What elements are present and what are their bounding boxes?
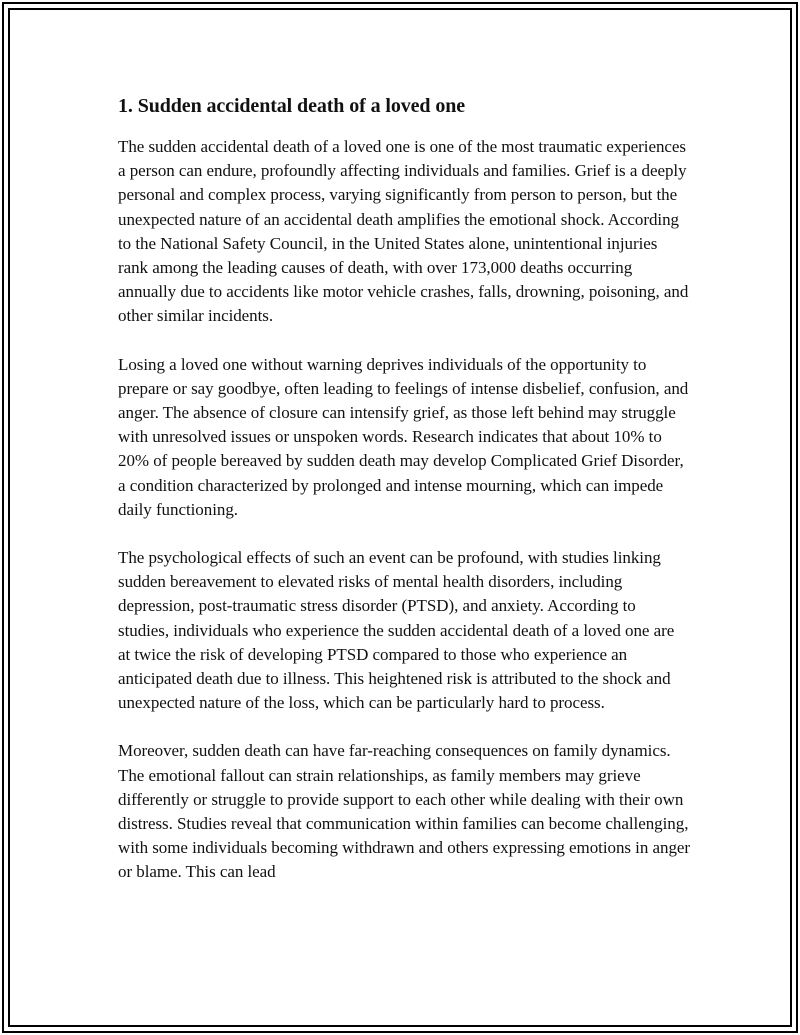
- paragraph-2: Losing a loved one without warning deprives individuals of the opportunity to prepare or say goodbye, often leading to feelings of intense disbelief, confusion, and anger. The absence of closure can intensify grief, as those left behind may struggle with unresolved issues or unspoken words. Research indicates that about 10% to 20% of people bereaved by sudden death may develop Complicated Grief Disorder, a condition characterized by prolonged and intense mourning, which can impede daily functioning.: [118, 354, 689, 519]
- paragraph-3: The psychological effects of such an event can be profound, with studies linking sudden bereavement to elevated risks of mental health disorders, including depression, post-traumatic stress disorder (PTSD), and anxiety. According to studies, individuals who experience the sudden accidental death of a loved one are at twice the risk of developing PTSD compared to those who experience an anticipated death due to illness. This heightened risk is attributed to the shock and unexpected nature of the loss, which can be particularly hard to process.: [118, 548, 675, 713]
- document-body: [118, 92, 690, 909]
- paragraph-4: Moreover, sudden death can have far-reaching consequences on family dynamics. The emotional fallout can strain relationships, as family members may grieve differently or struggle to provide support to each other while dealing with their own distress. Studies reveal that communication within families can become challenging, with some individuals becoming withdrawn and others expressing emotions in anger or blame. This can lead: [118, 741, 691, 882]
- section-heading: 1. Sudden accidental death of a loved one: [118, 95, 466, 117]
- paragraph-1: The sudden accidental death of a loved one is one of the most traumatic experiences a person can endure, profoundly affecting individuals and families. Grief is a deeply personal and complex process, varying significantly from person to person, but the unexpected nature of an accidental death amplifies the emotional shock. According to the National Safety Council, in the United States alone, unintentional injuries rank among the leading causes of death, with over 173,000 deaths occurring annually due to accidents like motor vehicle crashes, falls, drowning, poisoning, and other similar incidents.: [118, 137, 689, 326]
